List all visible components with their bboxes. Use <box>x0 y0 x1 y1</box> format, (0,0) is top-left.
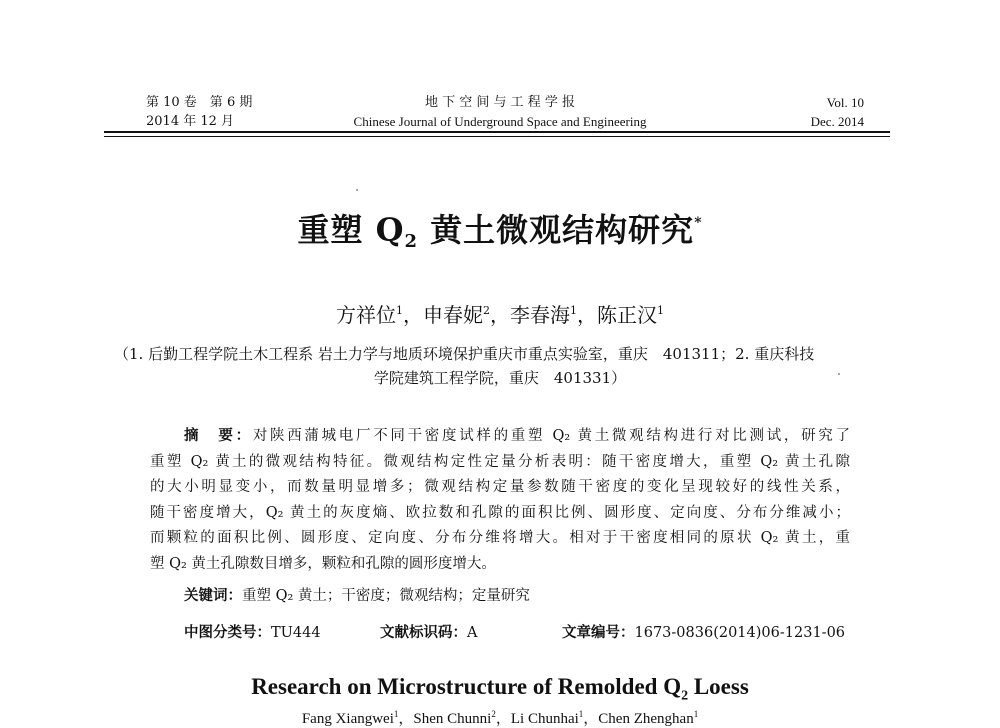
author-name-en: Chen Zhenghan <box>598 711 694 727</box>
title-text-before: 重塑 Q <box>297 211 405 249</box>
title-footnote-mark: * <box>694 215 703 231</box>
document-code <box>380 621 477 642</box>
abstract-line: 随干密度增大，Q₂ 黄土的灰度熵、欧拉数和孔隙的面积比例、圆形度、定向度、分布分维减小； <box>150 504 850 521</box>
paper-title-cn <box>0 205 1000 252</box>
affiliation-line-1: （1. 后勤工程学院土木工程系 岩土力学与地质环境保护重庆市重点实验室，重庆 401311；2. 重庆科技 <box>114 345 815 363</box>
header-date-cn: 2014 年 12 月 <box>146 114 235 129</box>
author-name: 方祥位 <box>336 303 396 327</box>
abstract-line: 而颗粒的面积比例、圆形度、定向度、分布分维将增大。相对于干密度相同的原状 Q₂ 黄土，重 <box>150 530 850 546</box>
abstract-line: 塑 Q₂ 黄土孔隙数目增多，颗粒和孔隙的圆形度增大。 <box>150 555 496 572</box>
scan-speck <box>356 189 358 191</box>
author-separator: ， <box>490 303 510 327</box>
author-name-en: Shen Chunni <box>413 711 492 727</box>
abstract-line <box>150 423 850 450</box>
article-number <box>562 621 845 642</box>
author-separator: ， <box>583 711 599 727</box>
clc-label: 中图分类号： <box>184 624 271 641</box>
header-rule-thick <box>104 131 890 133</box>
abstract-line: 重塑 Q₂ 黄土的微观结构特征。微观结构定性定量分析表明：随干密度增大，重塑 Q₂ 黄土孔隙 <box>150 453 850 470</box>
abstract-label: 摘 要： <box>184 427 253 444</box>
paper-title-en <box>0 674 1000 705</box>
document-code-label: 文献标识码： <box>380 624 467 641</box>
author-name: 李春海 <box>510 303 570 327</box>
author-affiliation-mark: 1 <box>693 709 699 719</box>
header-volume-issue: 第 10 卷 第 6 期 <box>146 95 253 110</box>
title-subscript: 2 <box>404 231 419 252</box>
author-affiliation-mark: 1 <box>396 304 403 317</box>
title-en-subscript: 2 <box>681 688 689 704</box>
abstract-text: 对陕西蒲城电厂不同干密度试样的重塑 Q₂ 黄土微观结构进行对比测试，研究了 <box>252 428 851 444</box>
header-rule-thin <box>104 136 890 137</box>
header-journal-en: Chinese Journal of Underground Space and Engineering <box>353 114 647 129</box>
author-name-en: Fang Xiangwei <box>301 711 394 727</box>
author-separator: ， <box>495 711 511 727</box>
title-en-before: Research on Microstructure of Remolded Q <box>251 674 682 699</box>
abstract-line: 的大小明显变小，而数量明显增多；微观结构定量参数随干密度的变化呈现较好的线性关系， <box>150 479 850 495</box>
affiliation-line-2: 学院建筑工程学院，重庆 401331） <box>373 369 627 387</box>
keywords-text: 重塑 Q₂ 黄土；干密度；微观结构；定量研究 <box>242 588 530 604</box>
document-code-value: A <box>467 625 478 641</box>
clc-value: TU444 <box>271 625 321 641</box>
author-name: 申春妮 <box>423 303 483 327</box>
scan-speck <box>838 373 840 375</box>
title-en-after: Loess <box>688 674 749 699</box>
author-separator: ， <box>398 711 414 727</box>
author-list-cn <box>0 299 1000 328</box>
author-affiliation-mark: 1 <box>578 709 584 719</box>
author-affiliation-mark: 1 <box>657 304 664 317</box>
title-text-after: 黄土微观结构研究 <box>418 211 695 249</box>
keywords-label: 关键词： <box>184 587 242 604</box>
article-number-value: 1673-0836(2014)06-1231-06 <box>634 625 846 641</box>
abstract-block <box>150 423 850 577</box>
author-separator: ， <box>577 303 597 327</box>
header-date-en: Dec. 2014 <box>810 114 864 129</box>
author-affiliation-mark: 2 <box>483 304 490 317</box>
clc-number <box>184 621 321 642</box>
header-journal-cn: 地 下 空 间 与 工 程 学 报 <box>424 95 576 110</box>
header-volume-en: Vol. 10 <box>826 95 864 110</box>
keywords-line <box>184 584 530 605</box>
author-name: 陈正汉 <box>597 303 657 327</box>
author-separator: ， <box>403 303 423 327</box>
author-affiliation-mark: 1 <box>570 304 577 317</box>
article-number-label: 文章编号： <box>562 624 635 641</box>
author-affiliation-mark: 2 <box>491 709 496 719</box>
author-name-en: Li Chunhai <box>510 711 579 727</box>
author-list-en <box>0 707 1000 728</box>
author-affiliation-mark: 1 <box>393 709 399 719</box>
